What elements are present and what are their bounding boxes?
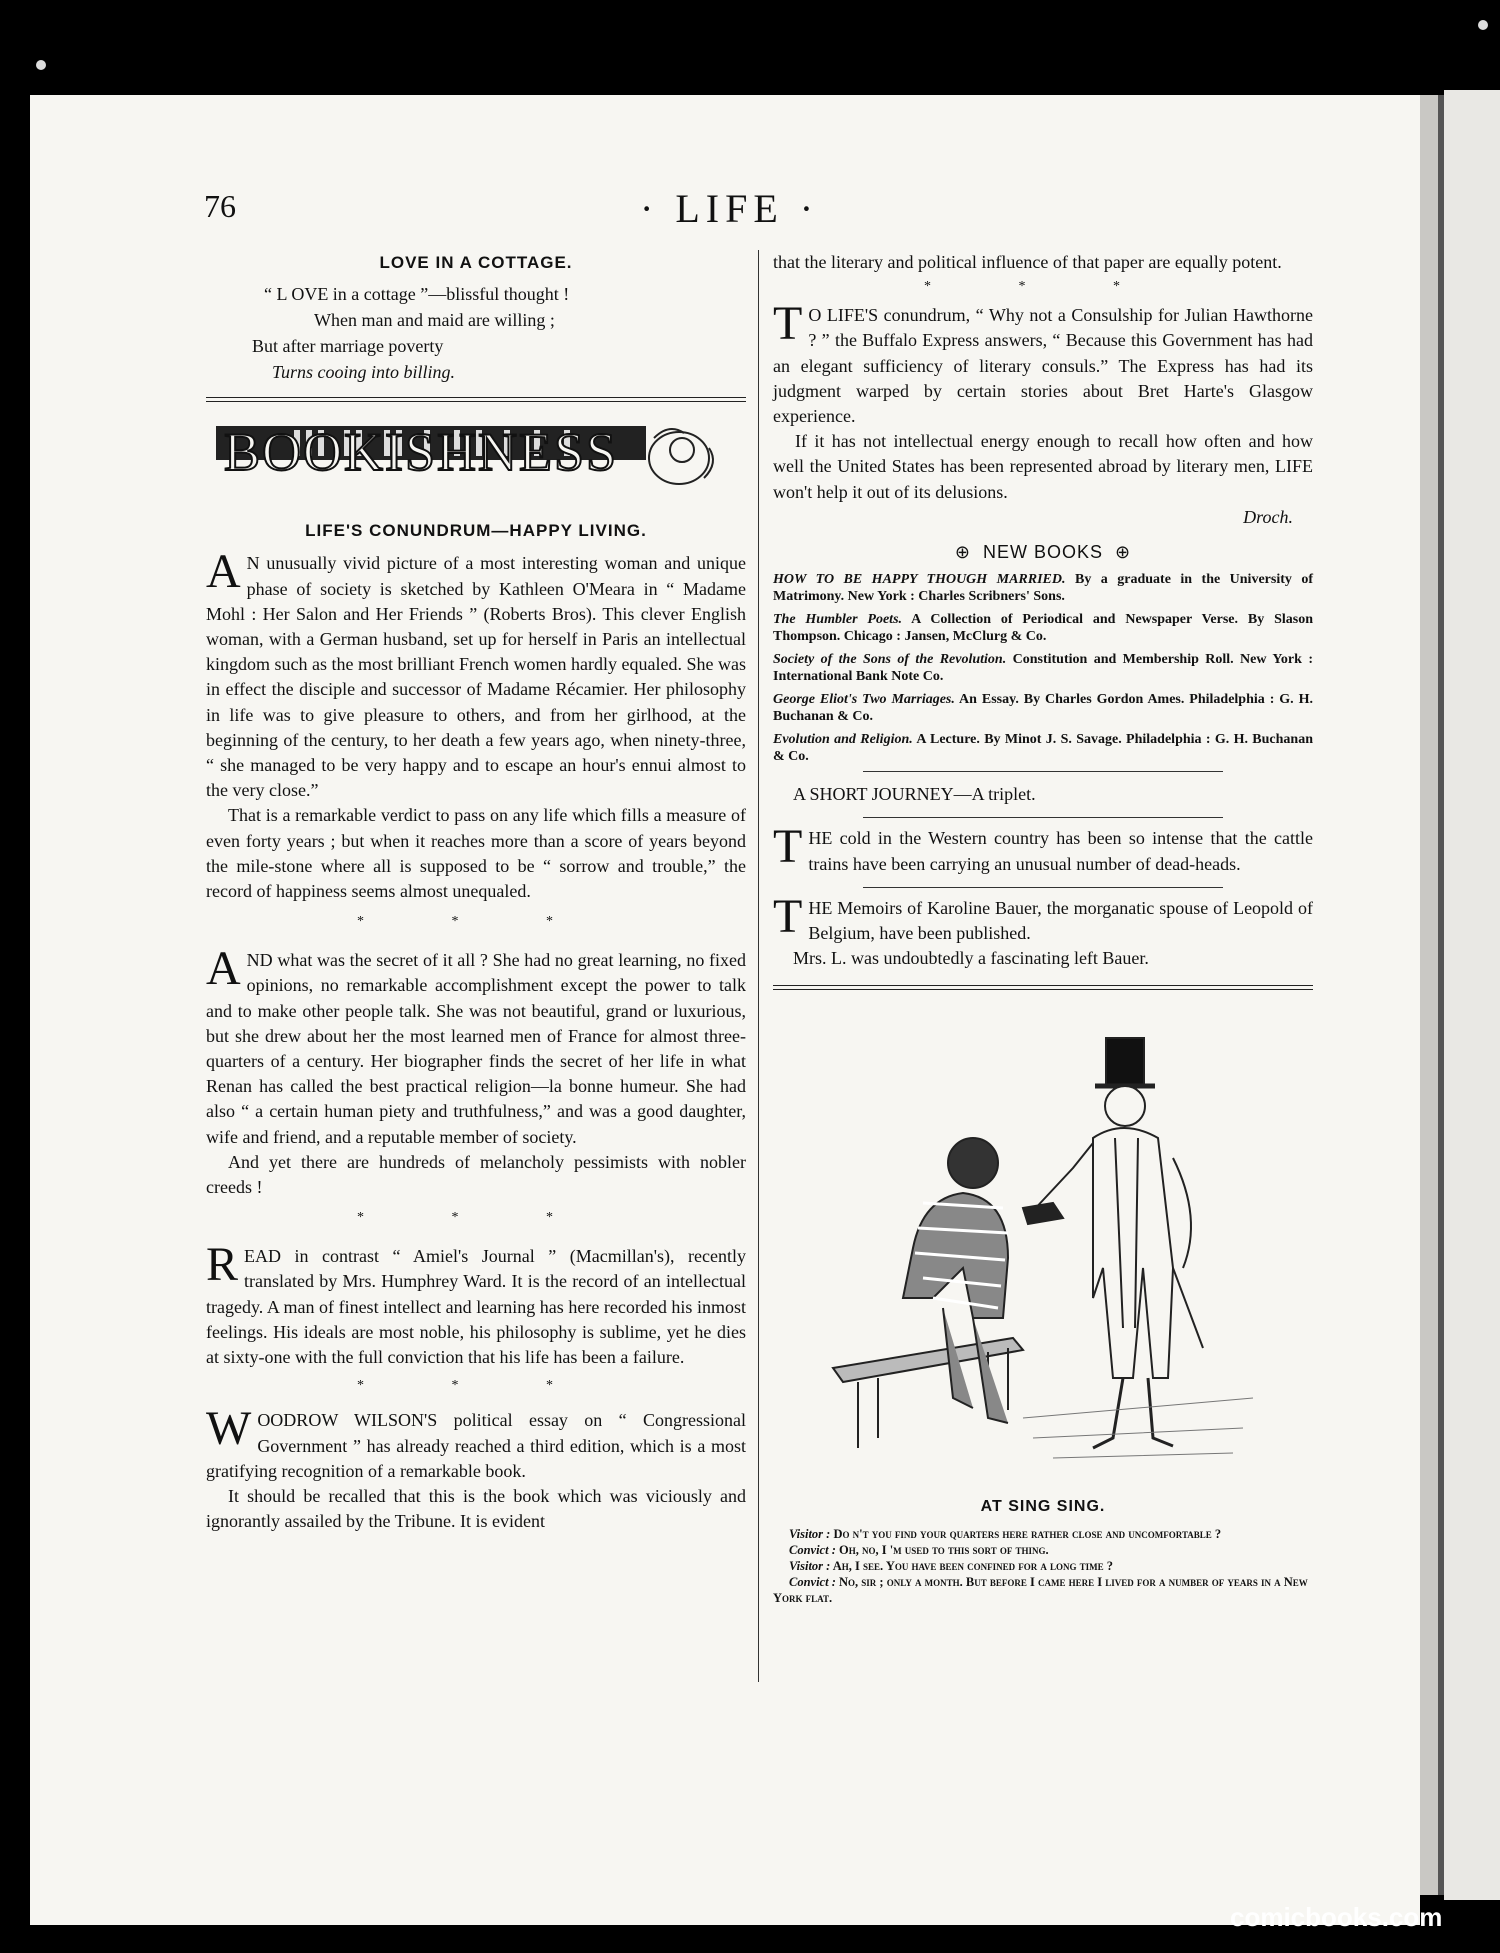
poem-line: But after marriage poverty [252,336,444,357]
cartoon-title: AT SING SING. [980,1498,1106,1516]
dialog-text: Do n't you find your quarters here rather close and uncomfortable ? [830,1526,1222,1541]
new-books-label: NEW BOOKS [982,542,1103,563]
book-title: The Humbler Poets. [773,612,903,628]
drop-cap: A [206,545,241,599]
book-entry [773,651,1313,685]
page-number: 76 [204,188,236,224]
paragraph-text: ND what was the secret of it all ? She had no great learning, no fixed opinions, no remarkable accomplishment except the power to talk and to make other people talk. She was not beautiful, grand or luxurious, but she drew about her the most learned men of France for almost three-quarters of a century. Her biographer finds the secret of her life in what Renan has called the best practical religion—la bonne humeur. She had also “ a certain human piety and truthfulness,” and was a good daughter, wife and friend, and a reputable member of society. [206,950,746,1147]
bookishness-banner [214,418,724,506]
page-edge [1420,95,1438,1895]
drop-cap: T [773,889,803,943]
dialog-line [773,1526,1313,1542]
paragraph [773,889,1313,946]
paragraph [206,1238,746,1370]
dialog-text: Ah, I see. You have been confined for a long time ? [830,1558,1113,1573]
paragraph-text: N unusually vivid picture of a most interesting woman and unique phase of society is sketched by Kathleen O'Meara in “ Madame Mohl : Her Salon and Her Friends ” (Roberts Bros). This clever English woman, with a German husband, set up for herself in Paris an intellectual kingdom such as the most brilliant French women hardly equaled. She was in effect the disciple and successor of Madame Récamier. Her philosophy in life was to give pleasure to others, and from her girlhood, at the beginning of the century, to her death a few years ago, when ninety-three, “ she managed to be very happy and to escape an hour's ennui almost to the very close.” [206,553,746,801]
dialog-text: Oh, no, I 'm used to this sort of thing. [835,1542,1049,1557]
book-details: By a graduate in the University of Matrimony. New York : Charles Scribners' Sons. [773,572,1314,605]
speaker: Convict : [789,1542,836,1557]
banner-text: BOOKISHNESS [224,422,619,483]
paragraph: If it has not intellectual energy enough to recall how often and how well the United States has been represented abroad by literary men, LIFE won't help it out of its delusions. [773,431,1313,502]
drop-cap: T [773,820,803,874]
dialog-text: No, sir ; only a month. But before I came here I lived for a number of years in a New York flat. [773,1574,1308,1605]
paragraph [206,942,746,1150]
right-column [773,250,1313,1606]
paragraph [773,820,1313,876]
cartoon-illustration [773,998,1313,1488]
paragraph: Mrs. L. was undoubtedly a fascinating left Bauer. [793,948,1149,969]
paragraph: that the literary and political influence of that paper are equally potent. [773,252,1282,272]
short-rule [863,887,1223,888]
drop-cap: T [773,297,803,351]
paragraph-text: OODROW WILSON'S political essay on “ Congressional Government ” has already reached a third edition, which is a most gratifying recognition of a remarkable book. [206,1410,746,1481]
paragraph-text: O LIFE'S conundrum, “ Why not a Consulship for Julian Hawthorne ? ” the Buffalo Express answers, “ Because this Government has had an elegant sufficiency of literary consuls.” The Express has had its judgment warped by certain stories about Bret Harte's Glasgow experience. [773,305,1313,427]
column-divider [758,250,759,1682]
book-details: Constitution and Membership Roll. New York : International Bank Note Co. [773,652,1313,685]
short-journey: A SHORT JOURNEY—A triplet. [793,784,1036,805]
paragraph-text: EAD in contrast “ Amiel's Journal ” (Macmillan's), recently translated by Mrs. Humphrey Ward. It is the record of an intellectual tragedy. A man of finest intellect and learning has here recorded his inmost feelings. His ideals are most noble, his philosophy is sublime, yet he dies at sixty-one with the full conviction that his life has been a failure. [206,1246,746,1368]
short-rule [863,817,1223,818]
paragraph: And yet there are hundreds of melancholy pessimists with nobler creeds ! [206,1151,746,1198]
book-entry [773,691,1313,725]
paragraph-text: HE Memoirs of Karoline Bauer, the morganatic spouse of Leopold of Belgium, have been published. [808,897,1313,944]
paragraph: That is a remarkable verdict to pass on any life which fills a measure of even forty years ; but when it reaches more than a score of years beyond the mile-stone where all is supposed to be “ sorrow and trouble,” the record of happiness seems almost unequaled. [206,805,746,902]
book-details: A Lecture. By Minot J. S. Savage. Philadelphia : G. H. Buchanan & Co. [773,732,1313,765]
masthead: · LIFE · [640,186,820,231]
dialog-line [773,1558,1313,1574]
book-title: Society of the Sons of the Revolution. [773,652,1007,668]
ornament-icon: ⊕ [954,542,971,563]
drop-cap: R [206,1238,239,1292]
dialog-line [773,1574,1313,1606]
short-rule [863,771,1223,772]
separator-stars: * * * [357,914,595,930]
book-details: An Essay. By Charles Gordon Ames. Philadelphia : G. H. Buchanan & Co. [773,692,1313,725]
section-rule [206,397,746,402]
signature: Droch. [1243,506,1293,527]
paragraph: It should be recalled that this is the book which was viciously and ignorantly assailed by the Tribune. It is evident [206,1485,746,1532]
dialog-line [773,1542,1313,1558]
speaker: Visitor : [789,1526,831,1541]
separator-stars: * * * [357,1378,595,1394]
paragraph [206,1402,746,1484]
book-title: HOW TO BE HAPPY THOUGH MARRIED. [773,572,1066,588]
watermark: comicbooks.com [1230,1902,1443,1932]
poem-line: “ L OVE in a cottage ”—blissful thought ! [264,284,570,305]
separator-stars: * * * [924,279,1162,295]
book-details: A Collection of Periodical and Newspaper Verse. By Slason Thompson. Chicago : Jansen, McClurg & Co. [773,612,1313,645]
poem-line: When man and maid are willing ; [314,310,555,331]
section-rule [773,985,1313,990]
poem-line: Turns cooing into billing. [272,362,456,383]
paragraph-text: HE cold in the Western country has been so intense that the cattle trains have been carrying an unusual number of dead-heads. [808,828,1313,874]
speaker: Visitor : [789,1558,831,1573]
book-title: Evolution and Religion. [773,732,913,748]
new-books-heading [773,540,1313,565]
drop-cap: W [206,1402,252,1456]
cartoon-drawing [773,998,1313,1488]
speaker: Convict : [789,1574,836,1589]
poem [252,281,746,385]
corner-dot [36,60,46,70]
left-column [206,250,746,1534]
poem-title: LOVE IN A COTTAGE. [379,253,573,272]
corner-dot [1478,20,1488,30]
ornament-icon: ⊕ [1115,542,1132,563]
paragraph [773,297,1313,429]
book-entry [773,611,1313,645]
cartoon-dialog [773,1526,1313,1606]
book-entry [773,731,1313,765]
book-entry [773,571,1313,605]
book-title: George Eliot's Two Marriages. [773,692,955,708]
paragraph [206,545,746,803]
section-title: LIFE'S CONUNDRUM—HAPPY LIVING. [305,521,647,541]
drop-cap: A [206,942,241,996]
separator-stars: * * * [357,1210,595,1226]
facing-page-edge [1444,90,1500,1900]
